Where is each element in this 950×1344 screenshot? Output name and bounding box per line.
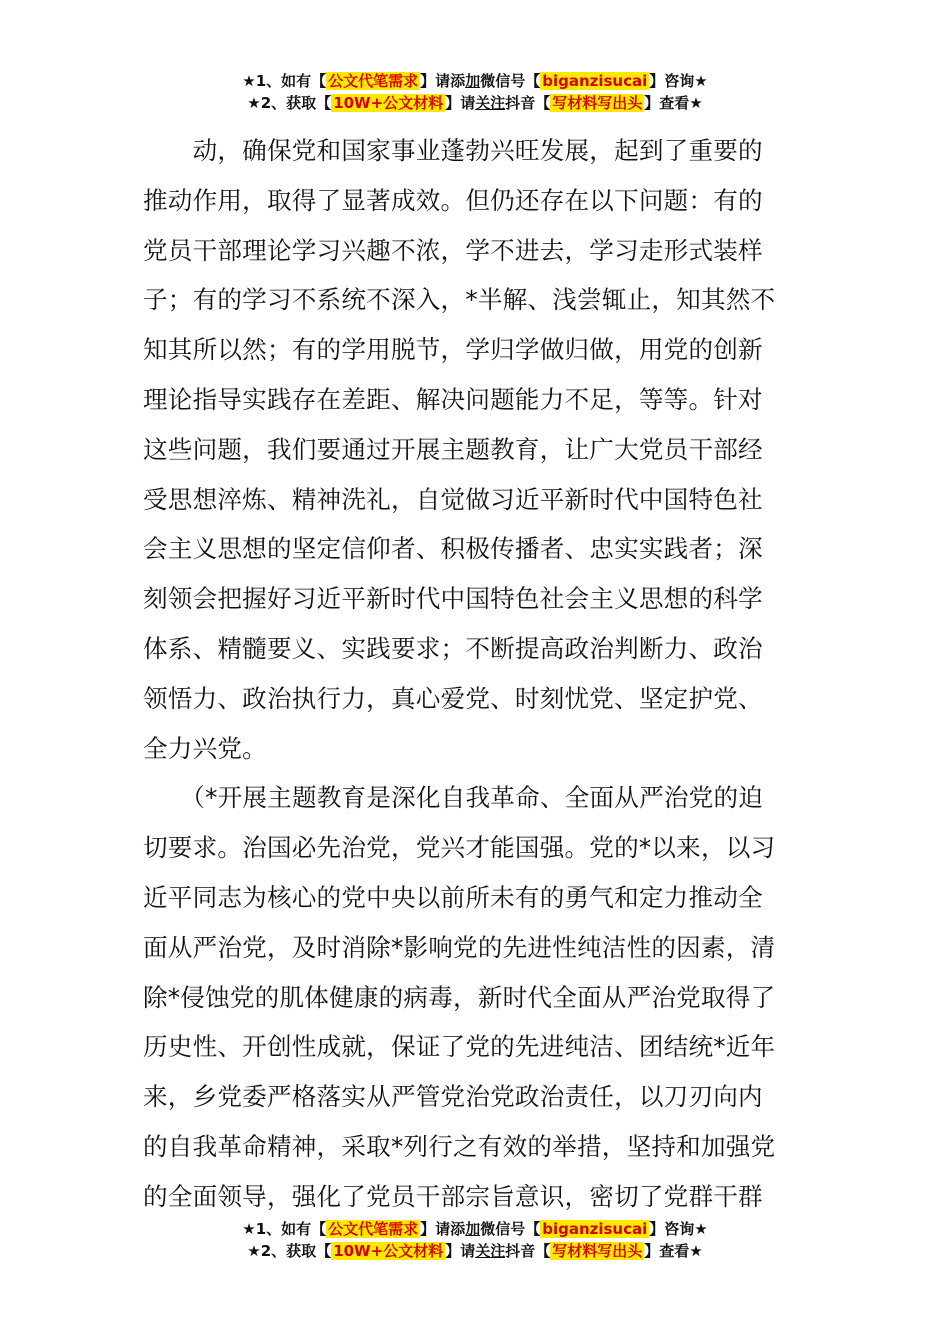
highlight-service: 公文代笔需求 [328, 72, 419, 90]
body-line: 领悟力、政治执行力，真心爱党、时刻忧党、坚定护党、 [143, 683, 763, 713]
body-line: 受思想淬炼、精神洗礼，自觉做习近平新时代中国特色社 [143, 484, 763, 514]
body-line: 会主义思想的坚定信仰者、积极传播者、忠实实践者；深 [143, 534, 763, 564]
body-line: 推动作用，取得了显著成效。但仍还存在以下问题：有的 [143, 185, 763, 215]
body-line: 这些问题，我们要通过开展主题教育，让广大党员干部经 [143, 434, 763, 464]
body-line: 子；有的学习不系统不深入，*半解、浅尝辄止，知其然不 [143, 285, 776, 315]
promo-text: 】请添 [420, 72, 466, 90]
body-line: 党员干部理论学习兴趣不浓，学不进去，学习走形式装样 [143, 235, 763, 265]
highlight-materials: 10W+公文材料 [333, 1242, 444, 1260]
highlight-douyin: 写材料写出头 [552, 1242, 643, 1260]
body-line: 的全面领导，强化了党员干部宗旨意识，密切了党群干群 [143, 1181, 763, 1211]
promo-text: 】咨询★ [649, 1220, 708, 1238]
promo-text: 】查看★ [644, 94, 703, 112]
promo-underlined: 加 [465, 72, 481, 90]
promo-text: 】请添 [420, 1220, 466, 1238]
promo-text: ★1、如有【 [242, 1220, 327, 1238]
body-line: 面从严治党，及时消除*影响党的先进性纯洁性的因素，清 [143, 932, 776, 962]
promo-underlined: 加 [465, 1220, 481, 1238]
promo-text: 】查看★ [644, 1242, 703, 1260]
promo-underlined: 关注 [475, 94, 506, 112]
body-line: 动，确保党和国家事业蓬勃兴旺发展，起到了重要的 [143, 136, 763, 165]
highlight-materials: 10W+公文材料 [333, 94, 444, 112]
promo-line-1 [0, 70, 950, 92]
document-body [143, 126, 808, 1222]
promo-underlined: 关注 [475, 1242, 506, 1260]
promo-text: 微信号【 [480, 72, 541, 90]
promo-text: 抖音【 [505, 1242, 551, 1260]
body-line: 的自我革命精神，采取*列行之有效的举措，坚持和加强党 [143, 1131, 776, 1161]
highlight-service: 公文代笔需求 [328, 1220, 419, 1238]
header-promo-banner [0, 70, 950, 114]
body-line: 体系、精髓要义、实践要求；不断提高政治判断力、政治 [143, 633, 763, 663]
highlight-wechat-id: biganzisucai [542, 1220, 648, 1238]
body-line: 除*侵蚀党的肌体健康的病毒，新时代全面从严治党取得了 [143, 982, 776, 1012]
body-line: 知其所以然；有的学用脱节，学归学做归做，用党的创新 [143, 335, 763, 365]
promo-text: 】请 [445, 94, 476, 112]
highlight-wechat-id: biganzisucai [542, 72, 648, 90]
promo-line-2 [0, 1240, 950, 1262]
promo-line-2 [0, 92, 950, 114]
promo-text: 】请 [445, 1242, 476, 1260]
promo-text: ★2、获取【 [247, 94, 332, 112]
body-line: 近平同志为核心的党中央以前所未有的勇气和定力推动全 [143, 882, 763, 912]
highlight-douyin: 写材料写出头 [552, 94, 643, 112]
footer-promo-banner [0, 1218, 950, 1262]
promo-text: 微信号【 [480, 1220, 541, 1238]
promo-text: ★2、获取【 [247, 1242, 332, 1260]
promo-text: 抖音【 [505, 94, 551, 112]
body-line: 切要求。治国必先治党，党兴才能国强。党的*以来，以习 [143, 833, 776, 863]
promo-text: 】咨询★ [649, 72, 708, 90]
body-line: 全力兴党。 [143, 733, 267, 763]
body-line: 历史性、开创性成就，保证了党的先进纯洁、团结统*近年 [143, 1032, 776, 1062]
body-line: 来，乡党委严格落实从严管党治党政治责任，以刀刃向内 [143, 1082, 763, 1112]
body-line: 刻领会把握好习近平新时代中国特色社会主义思想的科学 [143, 584, 763, 614]
body-line: （*开展主题教育是深化自我革命、全面从严治党的迫 [143, 783, 764, 813]
promo-line-1 [0, 1218, 950, 1240]
promo-text: ★1、如有【 [242, 72, 327, 90]
body-line: 理论指导实践存在差距、解决问题能力不足，等等。针对 [143, 384, 763, 414]
